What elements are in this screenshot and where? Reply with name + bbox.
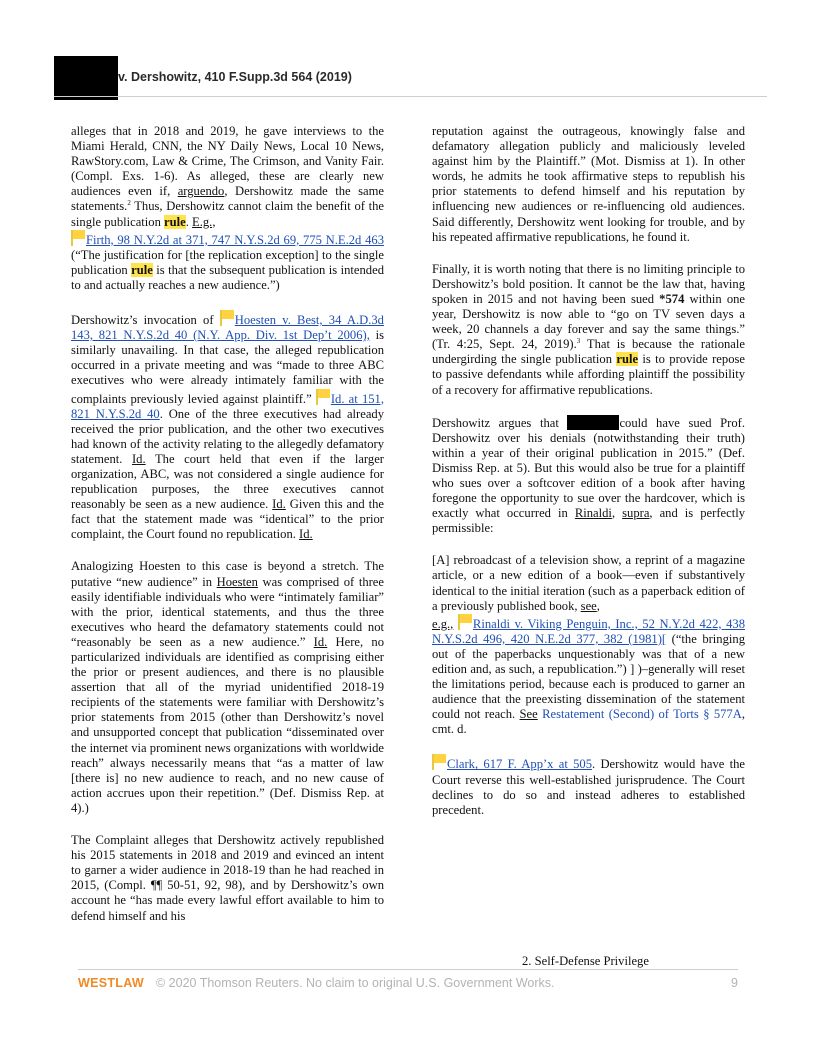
yellow-flag-icon[interactable] (432, 754, 446, 770)
yellow-flag-icon[interactable] (220, 310, 234, 326)
header-divider (54, 96, 767, 97)
section-heading: 2. Self-Defense Privilege (522, 954, 649, 968)
citation-link-rinaldi[interactable]: Rinaldi v. Viking Penguin, Inc., 52 N.Y.2d 422, 438 N.Y.S.2d 496, 420 N.E.2d 377, 382 (1981)[ (432, 616, 745, 646)
redaction-box (567, 415, 619, 430)
paragraph: Dershowitz’s invocation of Hoesten v. Best, 34 A.D.3d 143, 821 N.Y.S.2d 40 (N.Y. App. Div. 1st Dep’t 2006), is similarly unavailing. In that case, the alleged republication occurred in a private meeting and was “made to three ABC executives who were already intimately familiar with the complaints previously levied against plaintiff.” Id. at 151, 821 N.Y.S.2d 40. One of the three executives had already received the prior publication, and the other two executives had known of the activity relating to the allegedly defamatory statement. Id. The court held that even if the larger organization, ABC, was not considered a single audience for republication purposes, the three executives cannot reasonably be seen as a new audience. Id. Given this and the fact that the statement made was “identical” to the prior complaint, the Court found no republication. Id. (71, 310, 384, 542)
arguendo-term: arguendo (177, 184, 225, 199)
yellow-flag-icon[interactable] (71, 230, 85, 246)
page-footer (78, 976, 738, 990)
yellow-flag-icon[interactable] (316, 389, 330, 405)
right-column (432, 124, 745, 835)
paragraph: Clark, 617 F. App’x at 505. Dershowitz would have the Court reverse this well-established jurisprudence. The Court declines to do so and instead adheres to established precedent. (432, 754, 745, 817)
paragraph: Finally, it is worth noting that there is no limiting principle to Dershowitz’s bold position. It cannot be the law that, having spoken in 2015 and not having been sued *574 within one year, Dershowitz is now able to “go on TV seven days a week, 20 channels a day forever and say the same things.” (Tr. 4:25, Sept. 24, 2019).$^3$ That is because the rationale undergirding the single publication rule is to provide repose to passive defendants while affording plaintiff the possibility of a recovery for affirmative republications. (432, 261, 746, 397)
search-highlight: rule (131, 262, 153, 277)
search-highlight: rule (164, 214, 186, 229)
block-quote: [A] rebroadcast of a television show, a reprint of a magazine article, or a new edition of a book—even if substantively identical to the initial iteration (such as a paperback edition of a previously published book, see, e.g., Rinaldi v. Viking Penguin, Inc., 52 N.Y.2d 422, 438 N.Y.S.2d 496, 420 N.E.2d 377, 382 (1981)[ (“the bringing out of the paperbacks unquestionably was that of a new edition and, as such, a republication.”) ] )–generally will reset the limitations period, because each is produced to garner an audience that the preexisting dissemination of the statement could not reach. See Restatement (Second) of Torts § 577A, cmt. d. (432, 553, 745, 737)
citation-link-restatement[interactable]: Restatement (Second) of Torts § 577A (542, 707, 742, 722)
footnote-ref[interactable]: 2 (127, 199, 131, 208)
page-number: 9 (731, 976, 738, 990)
paragraph: Dershowitz argues that could have sued Prof. Dershowitz over his denials (notwithstanding their truth) within a year of their original publication in 2015.” (Def. Dismiss Rep. at 5). But this would also be true for a plaintiff who sues over a softcover edition of a book after having foregone the opportunity to sue over the hardcover, which is exactly what occurred in Rinaldi, supra, and is perfectly permissible: (432, 415, 745, 536)
paragraph: The Complaint alleges that Dershowitz actively republished his 2015 statements in 2018 and 2019 and evinced an intent to garner a wider audience in 2018-19 than he had reached in 2015, (Compl. ¶¶ 50-51, 92, 98), and by Dershowitz’s own account he “has made every lawful effort available to him to defend himself and his (71, 833, 384, 923)
citation-link-id[interactable]: Id. at 151, 821 N.Y.S.2d 40 (71, 391, 384, 421)
paragraph: reputation against the outrageous, knowingly false and defamatory allegation publicly and maliciously leveled against him by the Plaintiff.” (Mot. Dismiss at 1). In other words, he admits he took affirmative steps to republish his prior statements to defend himself and his reputation by influencing new audiences or re-influencing old audiences. Said differently, Dershowitz went looking for trouble, and by his repeated affirmative republications, he found it. (432, 124, 745, 244)
yellow-flag-icon[interactable] (458, 614, 472, 630)
westlaw-logo: WESTLAW (78, 976, 144, 990)
case-title: v. Dershowitz, 410 F.Supp.3d 564 (2019) (118, 70, 352, 84)
page-header (0, 56, 816, 104)
search-highlight: rule (616, 352, 639, 367)
citation-link-hoesten[interactable]: Hoesten v. Best, 34 A.D.3d 143, 821 N.Y.S.2d 40 (N.Y. App. Div. 1st Dep’t 2006), (71, 313, 384, 343)
copyright-notice: © 2020 Thomson Reuters. No claim to original U.S. Government Works. (155, 976, 555, 990)
citation-link-firth[interactable]: Firth, 98 N.Y.2d at 371, 747 N.Y.S.2d 69, 775 N.E.2d 463 (86, 232, 384, 247)
left-column (71, 124, 384, 941)
citation-link-clark[interactable]: Clark, 617 F. App’x at 505 (447, 757, 593, 772)
star-page-ref: *574 (659, 291, 685, 306)
paragraph: Analogizing Hoesten to this case is beyond a stretch. The putative “new audience” in Hoesten was comprised of three easily identifiable individuals who were “intimately familiar” with the prior, identical statements, and thus the three executives who heard the defamatory statements could not “reasonably be seen as a new audience.” Id. Here, no particularized individuals are identified as comprising either the prior or present audiences, and there is no plausible assertion that all of the myriad unidentified 2018-19 recipients of the statements were familiar with Dershowitz’s prior statements from 2015 (other than Dershowitz’s novel and unsupported concept that publication “disseminated over the internet via prominent news organizations with worldwide reach” always necessarily means that “as a matter of law [there is] no new audience to reach, and no new cause of action accrues upon their repetition.” (Def. Dismiss Rep. at 4).) (71, 559, 384, 815)
footer-divider (78, 969, 738, 970)
redaction-box (54, 56, 118, 100)
footnote-ref[interactable]: 3 (576, 337, 581, 346)
paragraph: alleges that in 2018 and 2019, he gave interviews to the Miami Herald, CNN, the NY Daily News, Local 10 News, RawStory.com, Law & Crime, The Crimson, and Vanity Fair. (Compl. Exs. 1-6). As alleged, these are clearly new audiences even if, arguendo, Dershowitz made the same statements.$^2$ Thus, Dershowitz cannot claim the benefit of the single publication rule. E.g., Firth, 98 N.Y.2d at 371, 747 N.Y.S.2d 69, 775 N.E.2d 463 (“The justification for [the replication exception] to the single publication rule is that the subsequent publication is intended to and actually reaches a new audience.”) (71, 124, 384, 292)
